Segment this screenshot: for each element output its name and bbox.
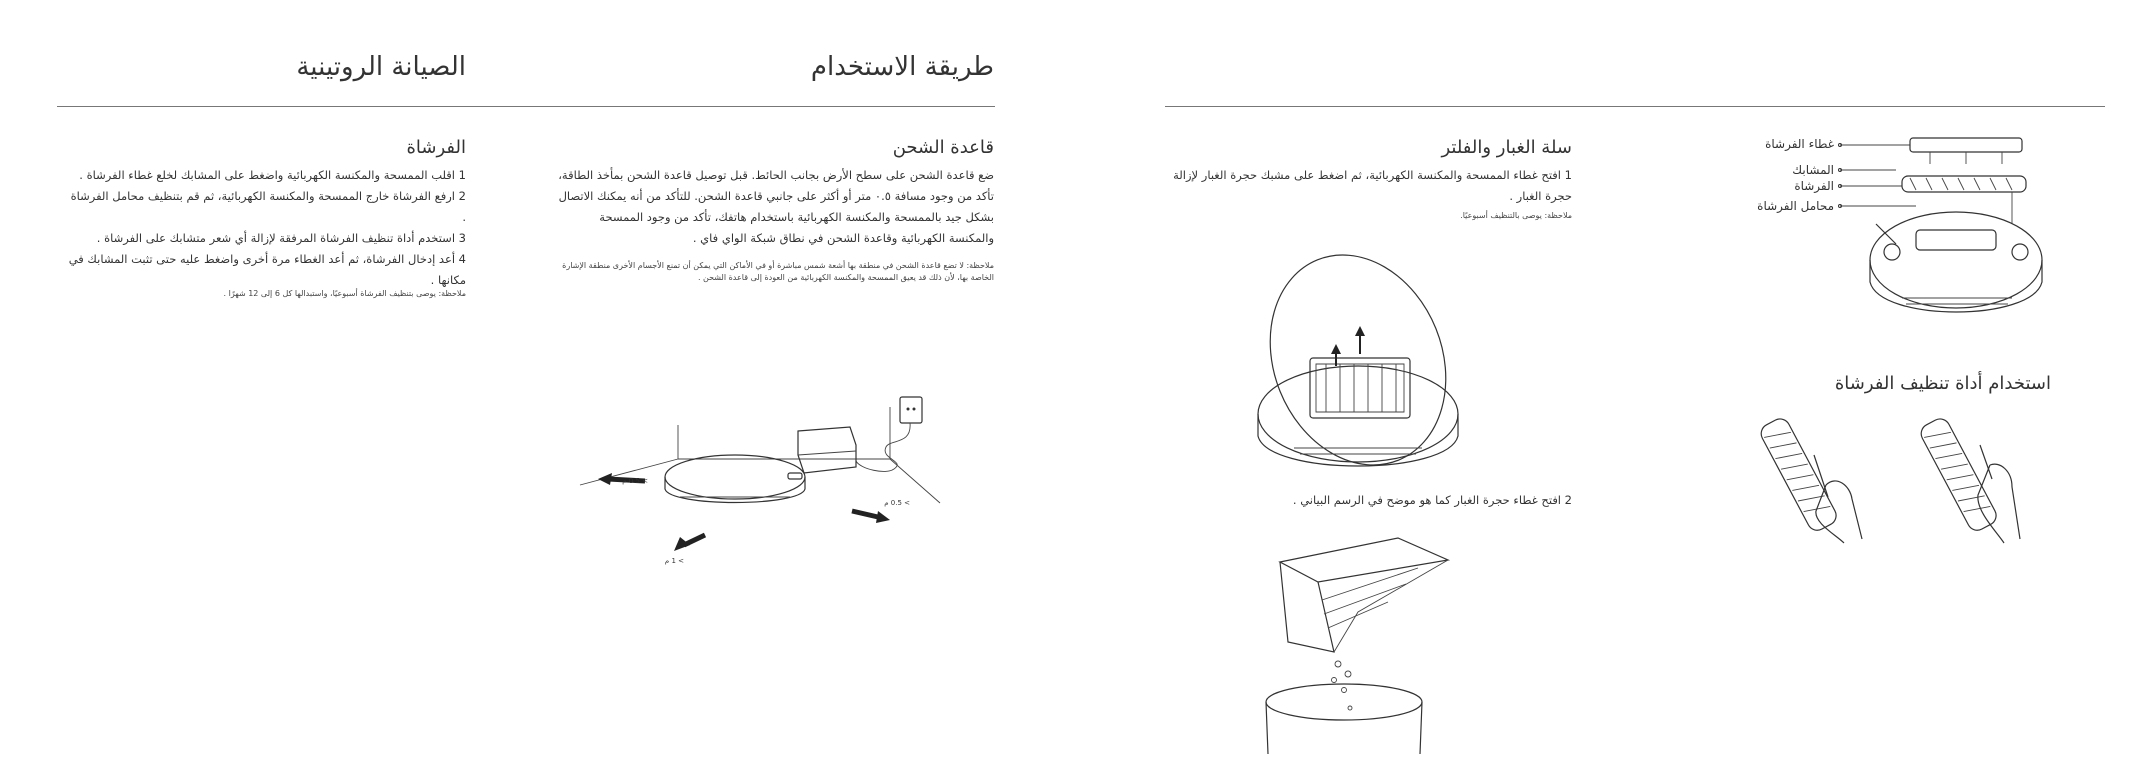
right-page-divider — [1165, 106, 2105, 107]
charging-dock-note — [562, 260, 994, 284]
dustbin-step-1-line-1: 1 افتح غطاء الممسحة والمكنسة الكهربائية، ثم اضغط على مشبك حجرة الغبار لإزالة — [1173, 168, 1572, 182]
brush-cover-icon — [1910, 138, 2022, 164]
brush-tool-illustration-left — [1740, 415, 1880, 545]
room-corner-lines — [580, 407, 940, 503]
page-title-usage: طريقة الاستخدام — [810, 52, 994, 82]
wall-outlet-icon — [856, 397, 922, 471]
brush-roller-icon — [1902, 176, 2026, 224]
brush-note: ملاحظة: يوصى بتنظيف الفرشاة أسبوعيًا، واستبدالها كل 6 إلى 12 شهرًا . — [223, 289, 466, 298]
charging-dock-illustration — [560, 385, 980, 575]
dustbin-step-1-line-2: حجرة الغبار . — [1509, 189, 1572, 203]
dustbin-emptying-illustration — [1238, 532, 1458, 765]
brush-tool-heading: استخدام أداة تنظيف الفرشاة — [1834, 373, 2051, 394]
charging-dock-heading: قاعدة الشحن — [892, 137, 994, 158]
robot-vacuum-icon — [665, 455, 805, 503]
charging-line-3: بشكل جيد بالممسحة والمكنسة الكهربائية باستخدام هاتفك، تأكد من وجود الممسحة — [599, 210, 994, 224]
label-brush-cover: غطاء الفرشاة — [1765, 137, 1834, 151]
dustbin-heading: سلة الغبار والفلتر — [1441, 137, 1572, 158]
label-brush: الفرشاة — [1794, 179, 1834, 193]
label-clips: المشابك — [1792, 163, 1834, 177]
dustbin-step-1 — [1152, 165, 1572, 207]
callout-lines — [1839, 144, 1917, 208]
dustbin-note: ملاحظة: يوصى بالتنظيف أسبوعيًا. — [1460, 211, 1572, 220]
brush-heading: الفرشاة — [406, 137, 466, 158]
distance-label-right: > 0.5 م — [884, 499, 910, 507]
charging-line-2: تأكد من وجود مسافة ٠.٥ متر أو أكثر على جانبي قاعدة الشحن. للتأكد من أنه يمكنك الاتصال — [558, 189, 994, 203]
brush-step-4: 4 أعد إدخال الفرشاة، ثم أعد الغطاء مرة أخرى واضغط عليه حتى تثبت المشابك في مكانها . — [68, 252, 466, 287]
dustbin-removal-illustration — [1240, 240, 1470, 470]
charging-dock-paragraph — [534, 165, 994, 249]
brush-step-3: 3 استخدم أداة تنظيف الفرشاة المرفقة لإزالة أي شعر متشابك على الفرشاة . — [96, 231, 466, 245]
robot-underside-icon — [1870, 212, 2042, 312]
distance-label-front: > 1 م — [664, 557, 684, 565]
brush-step-2: 2 ارفع الفرشاة خارج الممسحة والمكنسة الكهربائية، ثم قم بتنظيف محامل الفرشاة . — [70, 189, 466, 224]
charging-note-line-2: الخاصة بها، لأن ذلك قد يعيق الممسحة والمكنسة الكهربائية من العودة إلى قاعدة الشحن . — [697, 273, 994, 282]
brush-tool-illustration-right — [1900, 415, 2040, 545]
page-title-routine-maintenance: الصيانة الروتينية — [296, 52, 466, 82]
dustbin-step-2: 2 افتح غطاء حجرة الغبار كما هو موضح في الرسم البياني . — [1292, 493, 1572, 507]
charging-dock-icon — [798, 427, 856, 473]
charging-note-line-1: ملاحظة: لا تضع قاعدة الشحن في منطقة بها أشعة شمس مباشرة أو في الأماكن التي يمكن أن تمنع الأجسام الأخرى منطقة الإشارة — [562, 261, 994, 270]
distance-label-left: > 0.5 م — [622, 477, 648, 485]
brush-steps — [66, 165, 466, 291]
charging-line-1: ضع قاعدة الشحن على سطح الأرض بجانب الحائط. قبل توصيل قاعدة الشحن بمأخذ الطاقة، — [558, 168, 994, 182]
label-brush-bearings: محامل الفرشاة — [1757, 199, 1834, 213]
brush-assembly-diagram — [1836, 132, 2066, 352]
brush-step-1: 1 اقلب الممسحة والمكنسة الكهربائية واضغط على المشابك لخلع غطاء الفرشاة . — [79, 168, 466, 182]
charging-line-4: والمكنسة الكهربائية وقاعدة الشحن في نطاق شبكة الواي فاي . — [692, 231, 994, 245]
left-page-divider — [57, 106, 995, 107]
